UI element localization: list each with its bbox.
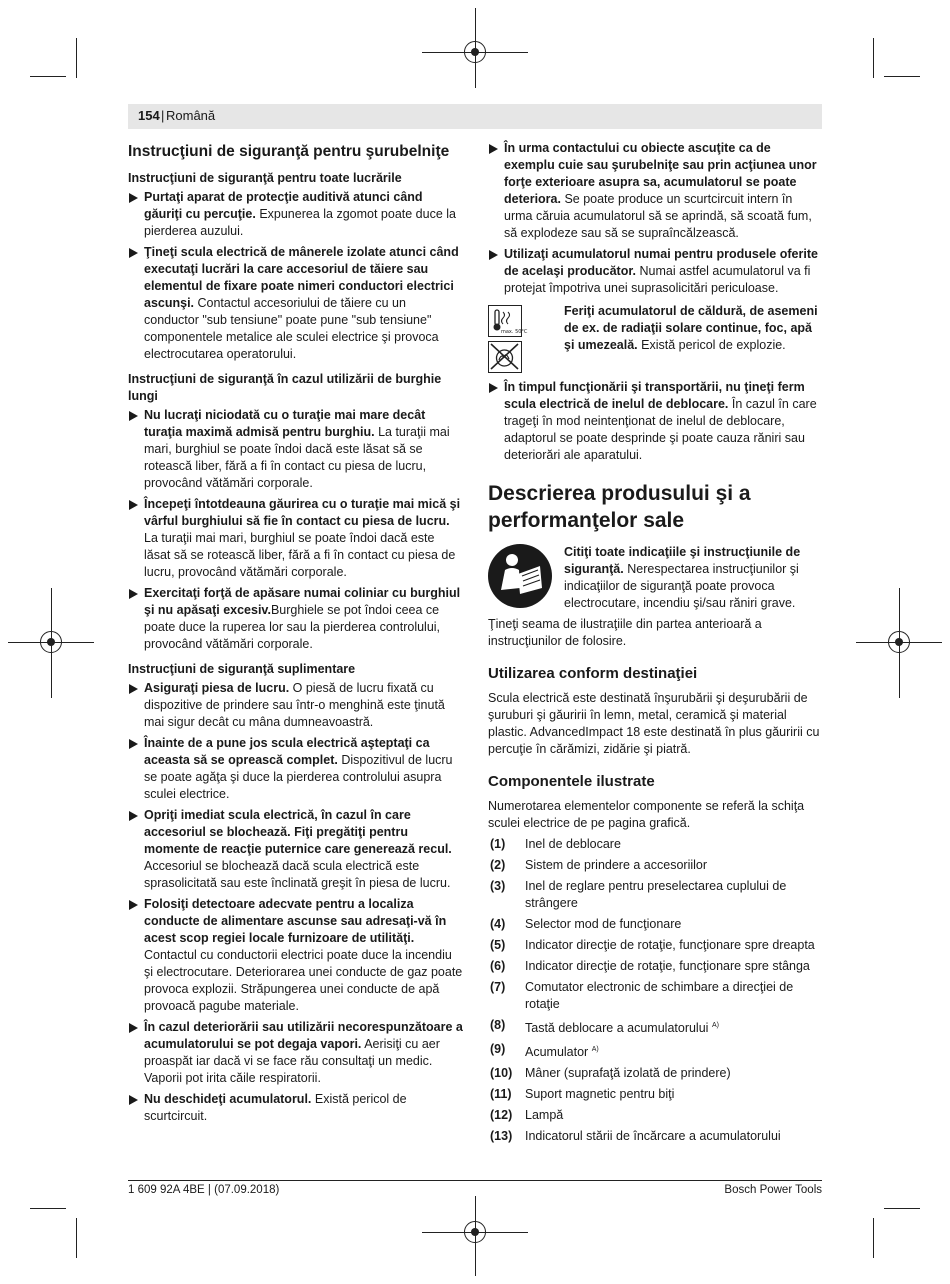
- bullet-triangle-icon: [129, 193, 138, 203]
- list-item: [128, 1019, 464, 1087]
- item-bold: Utilizaţi acumulatorul numai pentru produsele oferite de acelaşi producător.: [504, 247, 818, 278]
- crop-mark: [884, 76, 920, 77]
- page-header: [128, 104, 822, 129]
- list-item: [488, 979, 822, 1013]
- item-text: La turaţii mai mari, burghiul se poate îndoi dacă este lăsat să se rotească liber, fără a fi în contact cu piesa de lucru, provocând vătămări corporale.: [144, 531, 456, 579]
- read-manual-block: [488, 544, 822, 612]
- footnote-marker: A): [711, 1022, 719, 1029]
- component-label: Inel de deblocare: [525, 837, 621, 851]
- bullet-triangle-icon: [129, 411, 138, 421]
- item-bold: Folosiţi detectoare adecvate pentru a localiza conducte de alimentare ascunse sau adresaţi-vă în acest scop regiei locale furnizoare de utilităţi.: [144, 897, 447, 945]
- list-item: [488, 246, 822, 297]
- component-number: (2): [490, 858, 506, 872]
- list-item: [488, 958, 822, 975]
- list-item: [488, 857, 822, 874]
- component-label: Acumulator: [525, 1045, 589, 1060]
- bullet-triangle-icon: [129, 684, 138, 694]
- footnote-marker: A): [591, 1046, 599, 1054]
- component-number: (9): [490, 1042, 506, 1057]
- bullet-triangle-icon: [129, 811, 138, 821]
- component-number: (13): [490, 1129, 513, 1144]
- item-text: Numai astfel acumulatorul va fi protejat împotriva unei suprasolicitări periculoase.: [504, 264, 811, 295]
- component-number: (1): [490, 837, 506, 851]
- section-title: Componentele ilustrate: [488, 773, 655, 790]
- list-item: [128, 244, 464, 363]
- crop-mark: [30, 1208, 66, 1209]
- component-label: Indicator direcţie de rotaţie, funcţionare spre stânga: [525, 959, 810, 973]
- bullet-triangle-icon: [489, 144, 498, 154]
- subsection-title: Instrucţiuni de siguranţă pentru toate lucrările: [128, 171, 402, 185]
- bullet-triangle-icon: [129, 589, 138, 599]
- read-manual-icon: [488, 544, 552, 608]
- item-bold: În cazul deteriorării sau utilizării necorespunzătoare a acumulatorului se pot degaja vapori.: [144, 1020, 463, 1051]
- list-item: [488, 1017, 822, 1037]
- registration-mark-icon: [464, 41, 486, 63]
- bullet-triangle-icon: [129, 1095, 138, 1105]
- page-language: Română: [166, 108, 216, 123]
- component-label: Comutator electronic de schimbare a direcţiei de rotaţie: [525, 980, 794, 1011]
- list-item: [128, 189, 464, 240]
- crop-mark: [30, 76, 66, 77]
- bullet-triangle-icon: [129, 248, 138, 258]
- crop-mark: [873, 1218, 874, 1258]
- component-number: (7): [490, 980, 506, 994]
- list-item: [488, 1107, 822, 1124]
- list-item: [128, 1091, 464, 1125]
- list-item: [488, 1065, 822, 1082]
- warning-bold: Citiţi toate indicaţiile şi instrucţiunile de siguranţă.: [564, 545, 801, 576]
- page-number: 154: [138, 108, 160, 123]
- component-number: (4): [490, 917, 506, 931]
- subsection-title: Instrucţiuni de siguranţă în cazul utilizării de burghie lungi: [128, 372, 442, 403]
- list-item: [128, 496, 464, 581]
- list-item: [488, 1041, 822, 1061]
- registration-mark-icon: [40, 631, 62, 653]
- item-text: Contactul accesoriului de tăiere cu un conductor "sub tensiune" poate pune "sub tensiune" componentele metalice ale sculei electrice şi provoca electrocutarea operatorului.: [144, 296, 439, 361]
- warning-text: Există pericol de explozie.: [637, 338, 786, 352]
- footer-doc-number: 1 609 92A 4BE | (07.09.2018): [128, 1184, 280, 1196]
- bullet-triangle-icon: [489, 250, 498, 260]
- warning-text: Nerespectarea instrucţiunilor şi indicaţiilor de siguranţă poate provoca electrocutare, incendiu şi/sau răniri grave.: [564, 562, 799, 610]
- list-item: [488, 937, 822, 954]
- bullet-triangle-icon: [129, 500, 138, 510]
- item-bold: În urma contactului cu obiecte ascuţite ca de exemplu cuie sau şurubelniţe sau prin acţiunea unor forţe exterioare asupra sa, acumulatorul se poate deteriora.: [504, 141, 817, 206]
- registration-mark-icon: [464, 1221, 486, 1243]
- list-item: [488, 916, 822, 933]
- crop-mark: [76, 1218, 77, 1258]
- footer-divider: [128, 1180, 822, 1181]
- crop-mark: [873, 38, 874, 78]
- component-number: (3): [490, 879, 506, 893]
- item-text: Accesoriul se blochează dacă scula electrică este sprasolicitată sau este înclinată greşit în piesa de lucru.: [144, 859, 451, 890]
- item-text: O piesă de lucru fixată cu dispozitive de prindere sau într-o menghină este ţinută mai sigur decât cu mâna dumneavoastră.: [144, 681, 445, 729]
- component-number: (11): [490, 1087, 512, 1102]
- item-text: Burghiele se pot îndoi ceea ce poate duce la ruperea lor sau la pierderea controlului, provocând vătămări corporale.: [144, 603, 441, 651]
- bullet-triangle-icon: [129, 1023, 138, 1033]
- item-text: Contactul cu conductorii electrici poate duce la incendiu şi electrocutare. Deteriorarea unei conducte de gaz poate provoca explozii. Străpungerea unei conducte de apă provoacă pagube materiale.: [144, 948, 463, 1013]
- item-bold: În timpul funcţionării şi transportării, nu ţineţi ferm scula electrică de inelul de deblocare.: [504, 380, 805, 411]
- item-bold: Purtaţi aparat de protecţie auditivă atunci când găuriţi cu percuţie.: [144, 190, 423, 221]
- component-number: (5): [490, 938, 506, 952]
- left-column: [128, 140, 464, 1129]
- crop-mark: [884, 1208, 920, 1209]
- item-text: Dispozitivul de lucru se poate agăţa şi duce la pierderea controlului asupra sculei electrice.: [144, 753, 453, 801]
- registration-mark-icon: [888, 631, 910, 653]
- usage-text: Scula electrică este destinată înşurubării şi deşurubării de şuruburi şi găuririi în lemn, metal, ceramică şi material plastic. AdvancedImpact 18 este destinată în plus găuririi cu percuţie în cărămizi, zidărie şi piatră.: [488, 691, 820, 756]
- item-text: Aerisiţi cu aer proaspăt iar dacă vi se face rău consultaţi un medic. Vaporii pot irita căile respiratorii.: [144, 1037, 440, 1085]
- bullet-triangle-icon: [129, 900, 138, 910]
- component-label: Tastă deblocare a acumulatorului: [525, 1021, 709, 1036]
- component-label: Lampă: [525, 1108, 564, 1123]
- item-bold: Începeţi întotdeauna găurirea cu o turaţie mai mică şi vârful burghiului să fie în contact cu piesa de lucru.: [144, 497, 461, 528]
- warning-bold: Feriţi acumulatorul de căldură, de asemeni de ex. de radiaţii solare continue, foc, apă şi umezeală.: [564, 304, 818, 352]
- component-label: Inel de reglare pentru preselectarea cuplului de strângere: [525, 879, 787, 910]
- bullet-triangle-icon: [129, 739, 138, 749]
- component-label: Selector mod de funcţionare: [525, 917, 682, 931]
- max-temp-label: max. 50°C: [501, 329, 528, 335]
- item-bold: Nu deschideţi acumulatorul.: [144, 1092, 312, 1106]
- list-item: [128, 807, 464, 892]
- footer-brand: Bosch Power Tools: [724, 1184, 822, 1196]
- right-column: [488, 140, 822, 1149]
- list-item: [488, 878, 822, 912]
- crop-mark: [76, 38, 77, 78]
- item-bold: Exercitaţi forţă de apăsare numai coliniar cu burghiul şi nu apăsaţi excesiv.: [144, 586, 461, 617]
- header-separator: |: [161, 108, 165, 123]
- component-number: (10): [490, 1066, 513, 1081]
- item-text: Expunerea la zgomot poate duce la pierderea auzului.: [144, 207, 456, 238]
- component-label: Sistem de prindere a accesoriilor: [525, 858, 708, 872]
- bullet-triangle-icon: [489, 383, 498, 393]
- item-bold: Ţineţi scula electrică de mânerele izolate atunci când executaţi lucrări la care accesoriul de tăiere sau elementul de fixare poate nimeri conductori electrici ascunşi.: [144, 245, 459, 310]
- subsection-title: Instrucţiuni de siguranţă suplimentare: [128, 662, 356, 676]
- list-item: [488, 1086, 822, 1103]
- item-bold: Nu lucraţi niciodată cu o turaţie mai mare decât turaţia maximă admisă pentru burghiu.: [144, 408, 426, 439]
- chapter-title: Descrierea produsului şi a performanţelor sale: [488, 482, 751, 532]
- item-bold: Înainte de a pune jos scula electrică aşteptaţi ca aceasta să se oprească complet.: [144, 736, 430, 767]
- section-title: Instrucţiuni de siguranţă pentru şurubelniţe: [128, 143, 450, 160]
- list-item: [488, 379, 822, 464]
- component-label: Suport magnetic pentru biţi: [525, 1087, 675, 1102]
- component-label: Indicator direcţie de rotaţie, funcţionare spre dreapta: [525, 938, 815, 952]
- component-number: (6): [490, 959, 506, 973]
- item-text: Există pericol de scurtcircuit.: [144, 1092, 407, 1123]
- component-number: (12): [490, 1108, 513, 1123]
- list-item: [488, 140, 822, 242]
- heat-warning-block: [488, 303, 822, 375]
- list-item: [488, 836, 822, 853]
- list-item: [128, 585, 464, 653]
- list-item: [128, 407, 464, 492]
- list-item: [488, 1128, 822, 1145]
- components-list: [488, 836, 822, 1145]
- section-title: Utilizarea conform destinaţiei: [488, 665, 698, 682]
- note-text: Ţineţi seama de ilustraţiile din partea anterioară a instrucţiunilor de folosire.: [488, 617, 762, 648]
- no-fire-water-icon: [488, 341, 522, 373]
- item-bold: Opriţi imediat scula electrică, în cazul în care accesoriul se blochează. Fiţi pregătiţi pentru momente de reacţie puternice care generează recul.: [144, 808, 452, 856]
- thermometer-icon: [488, 305, 528, 337]
- item-bold: Asiguraţi piesa de lucru.: [144, 681, 290, 695]
- item-text: Se poate produce un scurtcircuit intern în urma căruia acumulatorul să se aprindă, să scoată fum, să explodeze sau să se supraîncălzească.: [504, 192, 812, 240]
- list-item: [128, 735, 464, 803]
- components-intro: Numerotarea elementelor componente se referă la schiţa sculei electrice de pe pagina grafică.: [488, 799, 805, 830]
- item-text: La turaţii mai mari, burghiul se poate îndoi dacă este lăsat să se rotească liber, fără a fi în contact cu piesa de lucru, provocând vătămări corporale.: [144, 425, 450, 490]
- component-label: Indicatorul stării de încărcare a acumulatorului: [525, 1129, 781, 1144]
- list-item: [128, 896, 464, 1015]
- item-text: În cazul în care trageţi în mod neintenţionat de inelul de deblocare, adaptorul se poate desprinde şi poate cauza răniri sau deteriorări ale aparatului.: [504, 397, 817, 462]
- list-item: [128, 680, 464, 731]
- component-number: (8): [490, 1018, 506, 1032]
- component-label: Mâner (suprafaţă izolată de prindere): [525, 1066, 731, 1081]
